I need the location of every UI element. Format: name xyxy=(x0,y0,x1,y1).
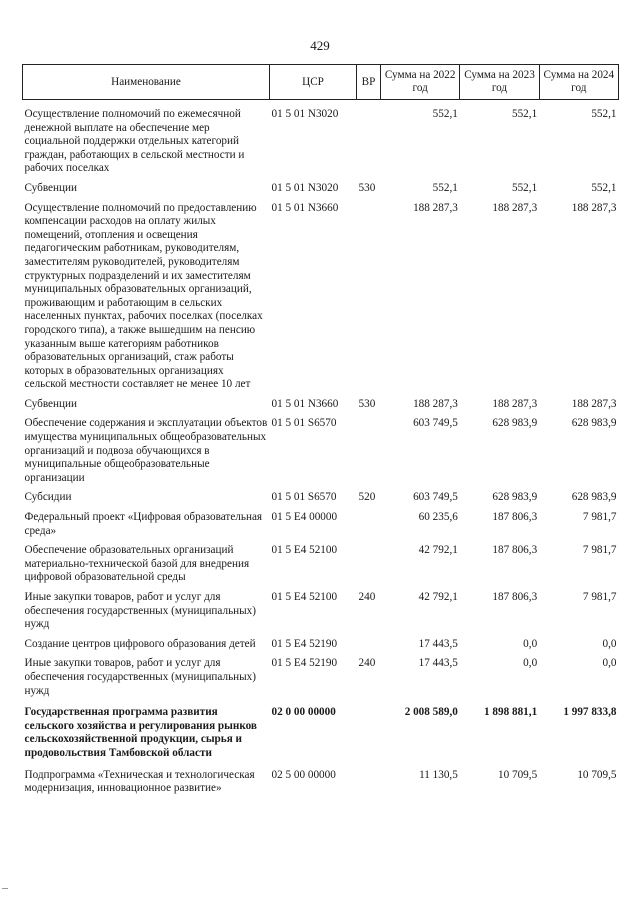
row-sum-2023: 188 287,3 xyxy=(492,201,538,214)
table-row xyxy=(23,761,619,796)
row-sum-2024: 628 983,9 xyxy=(571,417,617,430)
table-row xyxy=(23,485,619,505)
row-sum-2022: 60 235,6 xyxy=(418,511,458,524)
row-name: Государственная программа развития сельского хозяйства и регулирования рынков сельскохозяйственной продукции, сырья и продовольствия Тамбовской области xyxy=(24,706,257,759)
table-row xyxy=(23,411,619,485)
row-sum-2022: 17 443,5 xyxy=(418,637,458,650)
row-csr-code: 01 5 E4 52190 xyxy=(271,657,338,670)
row-csr-code: 01 5 01 S6570 xyxy=(271,491,337,504)
row-name: Обеспечение образовательных организаций материально-технической базой для внедрения цифровой образовательной среды xyxy=(24,544,250,584)
row-vr-code xyxy=(357,632,381,652)
row-sum-2023: 1 898 881,1 xyxy=(484,706,538,719)
row-sum-2023: 628 983,9 xyxy=(492,417,538,430)
row-sum-2023: 628 983,9 xyxy=(492,491,538,504)
table-row xyxy=(23,505,619,538)
row-csr-code: 01 5 E4 52190 xyxy=(271,637,338,650)
row-name: Подпрограмма «Техническая и технологическая модернизация, инновационное развитие» xyxy=(24,768,255,795)
row-sum-2024: 552,1 xyxy=(591,108,617,120)
row-csr-code: 01 5 E4 00000 xyxy=(271,511,338,524)
table-row xyxy=(23,176,619,196)
table-row xyxy=(23,196,619,392)
row-sum-2022: 552,1 xyxy=(432,181,458,194)
row-vr-code xyxy=(357,761,381,796)
row-sum-2023: 552,1 xyxy=(511,181,538,194)
row-sum-2023: 188 287,3 xyxy=(492,397,538,410)
row-sum-2022: 2 008 589,0 xyxy=(404,706,458,719)
row-sum-2024: 7 981,7 xyxy=(582,591,617,603)
row-sum-2022: 603 749,5 xyxy=(413,417,458,430)
row-sum-2024: 1 997 833,8 xyxy=(563,706,617,719)
row-csr-code: 01 5 01 N3020 xyxy=(271,181,339,194)
row-vr-code: 530 xyxy=(358,181,376,194)
row-name: Федеральный проект «Цифровая образовательная среда» xyxy=(24,511,263,537)
row-sum-2023: 0,0 xyxy=(523,657,538,670)
row-csr-code: 01 5 01 S6570 xyxy=(271,417,337,430)
row-vr-code xyxy=(357,196,381,392)
column-header-sum-2024: Сумма на 2024 год xyxy=(539,65,618,100)
column-header-sum-2022: Сумма на 2022 год xyxy=(381,65,460,100)
table-row xyxy=(23,698,619,760)
row-name: Иные закупки товаров, работ и услуг для обеспечения государственных (муниципальных) нужд xyxy=(24,591,256,631)
row-sum-2022: 11 130,5 xyxy=(419,768,458,781)
row-vr-code xyxy=(357,538,381,585)
row-csr-code: 01 5 E4 52100 xyxy=(271,591,338,603)
row-vr-code: 530 xyxy=(358,397,376,410)
row-sum-2022: 17 443,5 xyxy=(418,657,458,670)
table-row xyxy=(23,651,619,698)
table-row xyxy=(23,100,619,176)
row-sum-2024: 0,0 xyxy=(602,637,617,650)
row-vr-code xyxy=(357,505,381,538)
row-name: Осуществление полномочий по ежемесячной денежной выплате на обеспечение мер социальной поддержки отдельных категорий граждан, работающих в сельской местности и рабочих поселках xyxy=(24,108,245,175)
row-sum-2024: 188 287,3 xyxy=(571,397,617,410)
row-name: Иные закупки товаров, работ и услуг для обеспечения государственных (муниципальных) нужд xyxy=(24,657,256,697)
row-csr-code: 01 5 01 N3660 xyxy=(271,397,339,410)
row-sum-2022: 188 287,3 xyxy=(413,397,458,410)
row-vr-code: 240 xyxy=(358,657,376,670)
row-name: Субсидии xyxy=(24,491,72,504)
row-sum-2024: 10 709,5 xyxy=(577,768,617,781)
row-sum-2023: 187 806,3 xyxy=(492,544,538,557)
row-csr-code: 01 5 01 N3660 xyxy=(271,201,339,214)
column-header-sum-2023: Сумма на 2023 год xyxy=(460,65,539,100)
table-row xyxy=(23,585,619,632)
row-sum-2023: 552,1 xyxy=(511,108,538,120)
row-csr-code: 01 5 01 N3020 xyxy=(271,108,339,120)
budget-table xyxy=(22,64,619,796)
row-sum-2022: 603 749,5 xyxy=(413,491,458,504)
row-sum-2022: 42 792,1 xyxy=(418,591,458,603)
row-sum-2022: 188 287,3 xyxy=(413,201,458,214)
row-vr-code xyxy=(357,411,381,485)
column-header-csr: ЦСР xyxy=(270,65,357,100)
row-sum-2024: 7 981,7 xyxy=(582,511,617,524)
table-row xyxy=(23,632,619,652)
row-vr-code: 520 xyxy=(358,491,376,504)
row-sum-2022: 552,1 xyxy=(432,108,458,120)
table-header-row xyxy=(23,65,619,100)
row-sum-2024: 628 983,9 xyxy=(571,491,617,504)
row-vr-code xyxy=(357,698,381,760)
row-name: Создание центров цифрового образования детей xyxy=(24,637,256,650)
row-sum-2024: 7 981,7 xyxy=(582,544,617,557)
page-number: 429 xyxy=(310,38,330,53)
row-name: Субвенции xyxy=(24,397,77,410)
row-sum-2023: 187 806,3 xyxy=(492,591,538,603)
row-sum-2024: 0,0 xyxy=(602,657,617,670)
column-header-vr: ВР xyxy=(357,65,381,100)
row-sum-2024: 552,1 xyxy=(591,181,617,194)
row-sum-2024: 188 287,3 xyxy=(571,201,617,214)
row-name: Осуществление полномочий по предоставлению компенсации расходов на оплату жилых помещений, отопления и освещения педагогическим работникам, руководителям, заместителям руководителей, руководителям структурных подразделений и их заместителям муниципальных образовательных организаций, проживающим и работающим в сельских населенных пунктах, рабочих поселках (поселках городского типа), а также вышедшим на пенсию указанным выше категориям работников образовательных организаций, стаж работы которых в образовательных организациях сельской местности составляет не менее 10 лет xyxy=(24,201,263,391)
row-name: Обеспечение содержания и эксплуатации объектов имущества муниципальных общеобразовательных организаций и подвоза обучающихся в муниципальные общеобразовательные организации xyxy=(24,417,268,484)
row-sum-2023: 0,0 xyxy=(523,637,538,650)
row-sum-2023: 187 806,3 xyxy=(492,511,538,524)
table-body xyxy=(23,100,619,796)
row-sum-2023: 10 709,5 xyxy=(498,768,538,781)
row-csr-code: 02 5 00 00000 xyxy=(271,768,336,781)
scan-mark xyxy=(2,888,8,889)
row-vr-code xyxy=(357,100,381,176)
row-csr-code: 01 5 E4 52100 xyxy=(271,544,338,557)
table-row xyxy=(23,538,619,585)
row-vr-code: 240 xyxy=(358,591,376,603)
row-name: Субвенции xyxy=(24,181,77,194)
column-header-name: Наименование xyxy=(23,65,270,100)
row-sum-2022: 42 792,1 xyxy=(418,544,458,557)
row-csr-code: 02 0 00 00000 xyxy=(271,706,336,719)
table-row xyxy=(23,392,619,412)
